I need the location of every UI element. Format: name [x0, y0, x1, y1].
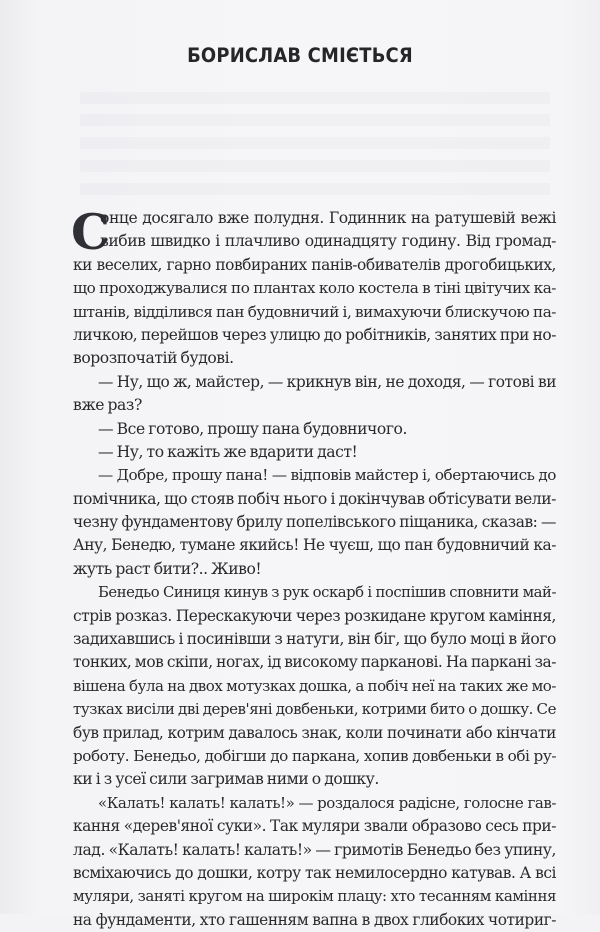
text-line: задихавшись і посинівши з натуги, він біг, що було моці в його [73, 630, 556, 649]
text-line: був прилад, котрим давалось знак, коли починати або кінчати [73, 723, 556, 742]
text-line: ки і з усеї сили загримав ними о дошку. [73, 770, 379, 789]
text-line: вибив швидко і плачливо одинадцяту годину. Від громад- [100, 232, 556, 251]
text-line: Ану, Бенедю, тумане якийсь! Не чуєш, що пан будовничий ка- [73, 536, 556, 555]
text-line: «Калать! калать! калать!» — роздалося радісне, голосне гав- [98, 793, 556, 812]
text-line: муляри, заняті кругом на широкім плацу: хто тесанням каміння [73, 887, 556, 906]
text-line: вішена була на двох мотузках дошка, а побіч неї на таких же мо- [73, 676, 556, 695]
text-line: Бенедьо Синиця кинув з рук оскарб і поспішив сповнити май- [98, 584, 556, 602]
text-line: тонких, мов скіпи, ногах, ід високому парканові. На паркані за- [73, 653, 556, 672]
text-line: чезну фундаментову брилу попелівського піщаника, сказав: — [73, 513, 556, 532]
text-line: стрів розказ. Перескакуючи через розкидане кругом каміння, [73, 606, 556, 625]
text-line: на фундаменти, хто гашенням вапна в двох глибоких чотириг- [73, 910, 556, 929]
text-line: ворозпочатій будові. [73, 349, 234, 368]
text-line: жуть раст бити?.. Живо! [73, 559, 262, 578]
text-line: штанів, відділився пан будовничий і, вимахуючи блискучою па- [73, 302, 556, 321]
chapter-title: БОРИСЛАВ СМІЄТЬСЯ [187, 44, 413, 67]
text-line: — Все готово, прошу пана будовничого. [98, 419, 407, 438]
text-line: — Ну, то кажіть же вдарити даст! [98, 442, 358, 461]
text-line: що проходжувалися по плантах коло костела в тіні цвітучих ка- [73, 279, 556, 298]
text-line: личкою, перейшов через улицю до робітників, занятих при но- [73, 325, 556, 344]
bleed-through [80, 160, 550, 172]
drop-cap: С [71, 203, 110, 261]
text-line: ки веселих, гарно повбираних панів-обивателів дрогобицьких, [73, 255, 556, 274]
bleed-through [80, 114, 550, 126]
text-line: онце досягало вже полудня. Годинник на ратушевій вежі [100, 209, 556, 227]
text-line: помічника, що стояв побіч нього і докінчував обтісувати вели- [73, 489, 556, 508]
text-line: вже раз? [73, 396, 142, 415]
chapter-body [71, 203, 556, 932]
text-line: тузках висіли дві дерев'яні довбеньки, котрими бито о дошку. Се [73, 700, 556, 719]
text-line: — Ну, що ж, майстер, — крикнув він, не доходя, — готові ви [98, 372, 556, 391]
text-line: лад. «Калать! калать! калать!» — гримотів Бенедьо без упину, [73, 840, 556, 859]
bleed-through [80, 137, 550, 149]
bleed-through [80, 183, 550, 195]
bleed-through [80, 92, 550, 104]
text-line: кання «дерев'яної суки». Так муляри звали образово сесь при- [73, 817, 556, 836]
text-line: всміхаючись до дошки, котру так немилосердно катував. А всі [73, 863, 556, 882]
text-line: роботу. Бенедьо, добігши до паркана, хопив довбеньки в обі ру- [73, 746, 556, 765]
text-line: — Добре, прошу пана! — відповів майстер і, обертаючись до [98, 466, 556, 485]
